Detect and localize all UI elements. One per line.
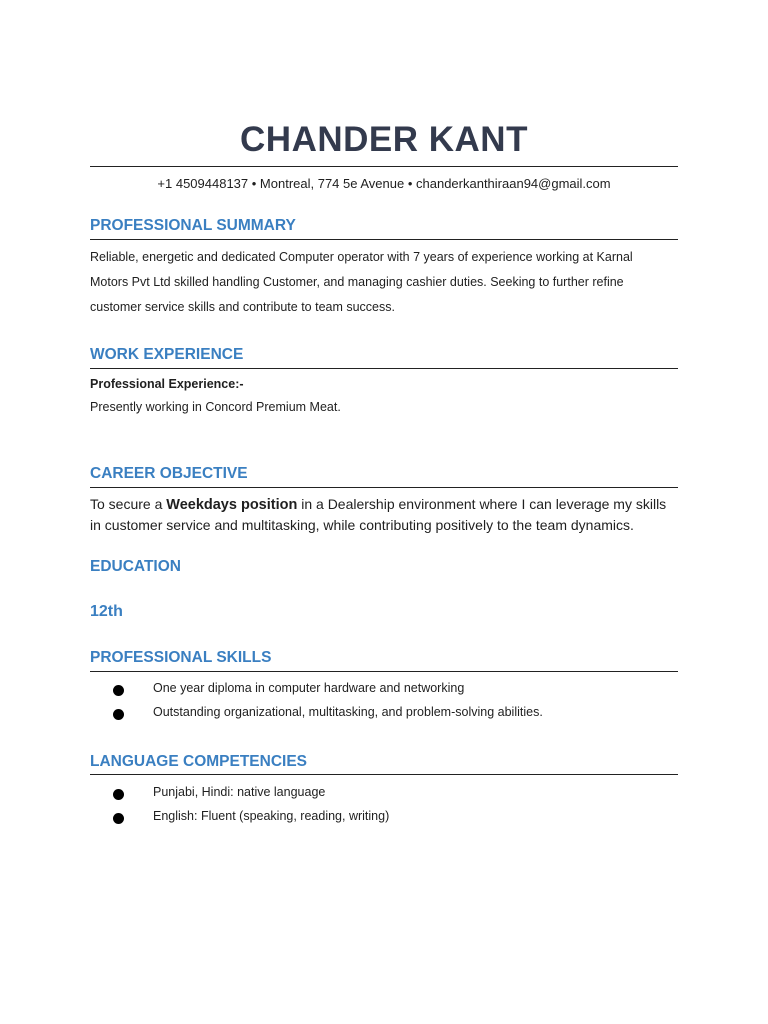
languages-heading: LANGUAGE COMPETENCIES: [90, 753, 308, 770]
bullet-icon: [113, 685, 124, 696]
list-item: [90, 785, 678, 809]
work-heading: WORK EXPERIENCE: [90, 346, 244, 363]
summary-line: Reliable, energetic and dedicated Computer operator with 7 years of experience working at Karnal: [90, 250, 633, 264]
skill-text: One year diploma in computer hardware and networking: [153, 681, 465, 695]
summary-divider: [90, 239, 678, 240]
language-text: English: Fluent (speaking, reading, writing): [153, 809, 390, 823]
objective-after: in a Dealership environment where I can leverage my skills in customer service and multitasking, while contributing positively to the team dynamics.: [90, 496, 667, 533]
name-divider: [90, 166, 678, 167]
education-item: 12th: [90, 603, 123, 620]
objective-before: To secure a: [90, 496, 167, 512]
list-item: [90, 705, 678, 729]
bullet-icon: [113, 789, 124, 800]
languages-divider: [90, 774, 678, 775]
work-label: Professional Experience:-: [90, 377, 244, 391]
summary-heading: PROFESSIONAL SUMMARY: [90, 217, 296, 234]
bullet-icon: [113, 709, 124, 720]
education-heading: EDUCATION: [90, 558, 181, 575]
list-item: [90, 809, 678, 833]
objective-bold: Weekdays position: [166, 497, 298, 513]
candidate-name: CHANDER KANT: [240, 120, 528, 159]
work-divider: [90, 368, 678, 369]
summary-line: customer service skills and contribute to team success.: [90, 300, 395, 314]
summary-line: Motors Pvt Ltd skilled handling Customer, and managing cashier duties. Seeking to further refine: [90, 275, 624, 289]
skills-list: [90, 681, 678, 729]
bullet-icon: [113, 813, 124, 824]
objective-heading: CAREER OBJECTIVE: [90, 465, 248, 482]
contact-line: +1 4509448137 • Montreal, 774 5e Avenue • chanderkanthiraan94@gmail.com: [157, 176, 611, 191]
summary-text: [90, 245, 678, 320]
objective-text: [90, 494, 678, 535]
objective-divider: [90, 487, 678, 488]
languages-list: [90, 785, 678, 833]
skill-text: Outstanding organizational, multitasking, and problem-solving abilities.: [153, 705, 543, 719]
list-item: [90, 681, 678, 705]
work-text: Presently working in Concord Premium Meat.: [90, 400, 341, 414]
skills-divider: [90, 671, 678, 672]
skills-heading: PROFESSIONAL SKILLS: [90, 649, 272, 666]
language-text: Punjabi, Hindi: native language: [153, 785, 326, 799]
